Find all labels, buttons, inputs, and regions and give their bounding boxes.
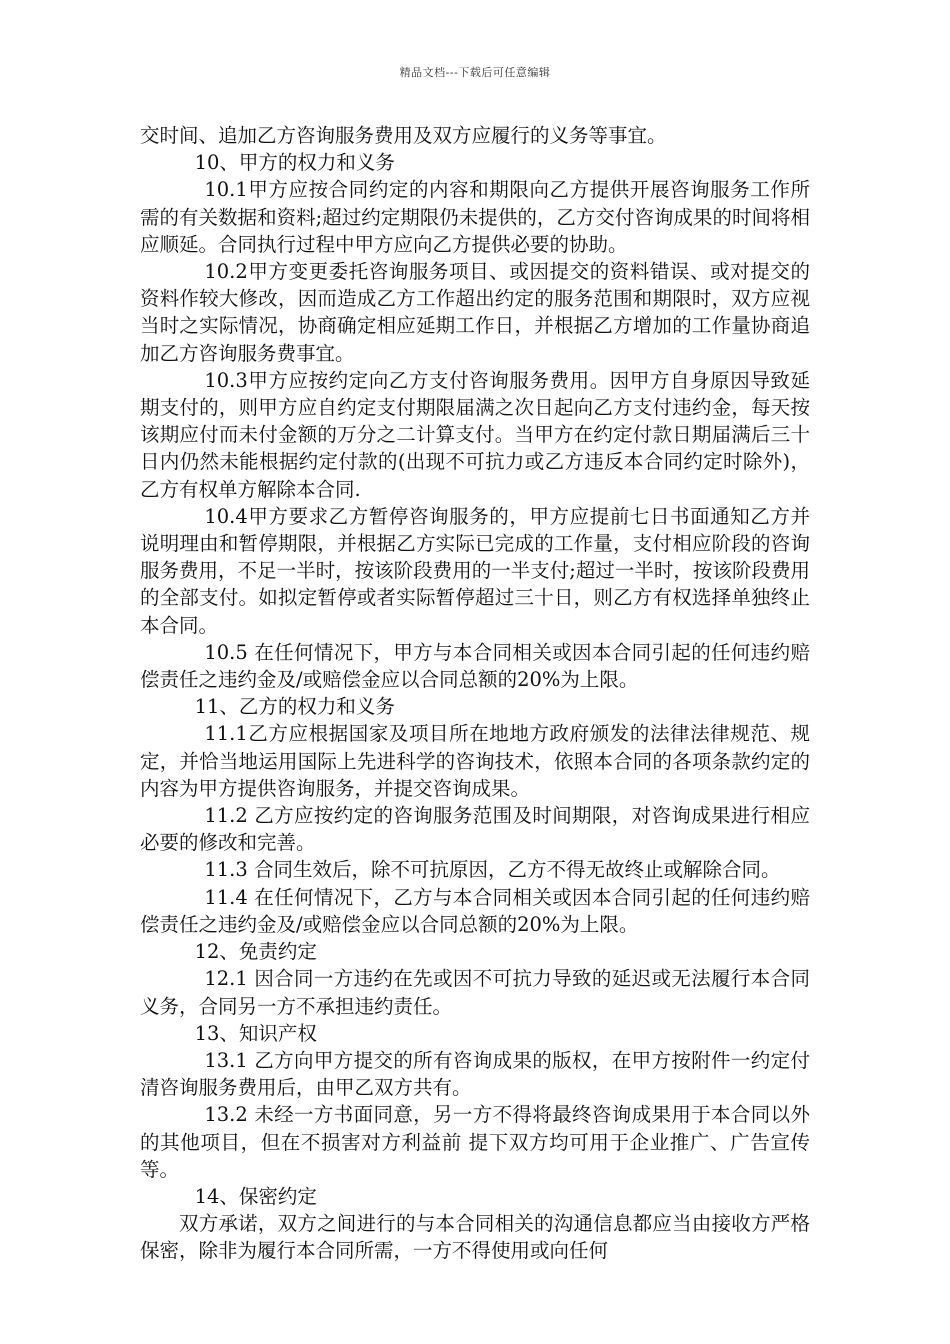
section-heading-10: 10、甲方的权力和义务 <box>194 151 395 175</box>
clause-11-1: 11.1乙方应根据国家及项目所在地地方政府颁发的法律法律规范、规定，并恰当地运用国际上先进科学的咨询技术，依照本合同的各项条款约定的内容为甲方提供咨询服务，并提交咨询成果。 <box>140 722 810 800</box>
clause-10-5: 10.5 在任何情况下，甲方与本合同相关或因本合同引起的任何违约赔偿责任之违约金及/或赔偿金应以合同总额的20%为上限。 <box>140 640 810 692</box>
document-body <box>140 122 810 1265</box>
page-header: 精品文档---下载后可任意编辑 <box>399 66 551 79</box>
clause-13-2: 13.2 未经一方书面同意，另一方不得将最终咨询成果用于本合同以外的其他项目，但在不损害对方利益前 提下双方均可用于企业推广、广告宣传等。 <box>140 1103 810 1181</box>
clause-10-1: 10.1甲方应按合同约定的内容和期限向乙方提供开展咨询服务工作所需的有关数据和资料;超过约定期限仍未提供的，乙方交付咨询成果的时间将相应顺延。合同执行过程中甲方应向乙方提供必要的协助。 <box>140 178 810 256</box>
clause-14-body: 双方承诺，双方之间进行的与本合同相关的沟通信息都应当由接收方严格保密，除非为履行本合同所需，一方不得使用或向任何 <box>140 1212 810 1263</box>
section-heading-14: 14、保密约定 <box>194 1184 317 1208</box>
clause-11-2: 11.2 乙方应按约定的咨询服务范围及时间期限，对咨询成果进行相应必要的修改和完善。 <box>140 804 810 855</box>
clause-12-1: 12.1 因合同一方违约在先或因不可抗力导致的延迟或无法履行本合同义务，合同另一方不承担违约责任。 <box>140 967 810 1018</box>
clause-10-3: 10.3甲方应按约定向乙方支付咨询服务费用。因甲方自身原因导致延期支付的，则甲方应自约定支付期限届满之次日起向乙方支付违约金，每天按该期应付而未付金额的万分之二计算支付。当甲方在约定付款日期届满后三十日内仍然未能根据约定付款的(出现不可抗力或乙方违反本合同约定时除外)，乙方有权单方解除本合同. <box>140 368 810 501</box>
clause-11-4: 11.4 在任何情况下，乙方与本合同相关或因本合同引起的任何违约赔偿责任之违约金及/或赔偿金应以合同总额的20%为上限。 <box>140 885 810 936</box>
clause-10-4: 10.4甲方要求乙方暂停咨询服务的，甲方应提前七日书面通知乙方并说明理由和暂停期限，并根据乙方实际已完成的工作量，支付相应阶段的咨询服务费用，不足一半时，按该阶段费用的一半支付;超过一半时，按该阶段费用的全部支付。如拟定暂停或者实际暂停超过三十日，则乙方有权选择单独终止本合同。 <box>140 504 810 637</box>
clause-13-1: 13.1 乙方向甲方提交的所有咨询成果的版权，在甲方按附件一约定付清咨询服务费用后，由甲乙双方共有。 <box>140 1048 810 1100</box>
section-heading-11: 11、乙方的权力和义务 <box>194 695 395 719</box>
paragraph: 交时间、追加乙方咨询服务费用及双方应履行的义务等事宜。 <box>140 124 667 147</box>
clause-11-3: 11.3 合同生效后，除不可抗原因，乙方不得无故终止或解除合同。 <box>204 858 781 882</box>
section-heading-13: 13、知识产权 <box>194 1021 317 1045</box>
section-heading-12: 12、免责约定 <box>194 940 317 964</box>
clause-10-2: 10.2甲方变更委托咨询服务项目、或因提交的资料错误、或对提交的资料作较大修改，因而造成乙方工作超出约定的服务范围和期限时，双方应视当时之实际情况，协商确定相应延期工作日，并根据乙方增加的工作量协商追加乙方咨询服务费事宜。 <box>140 260 810 365</box>
